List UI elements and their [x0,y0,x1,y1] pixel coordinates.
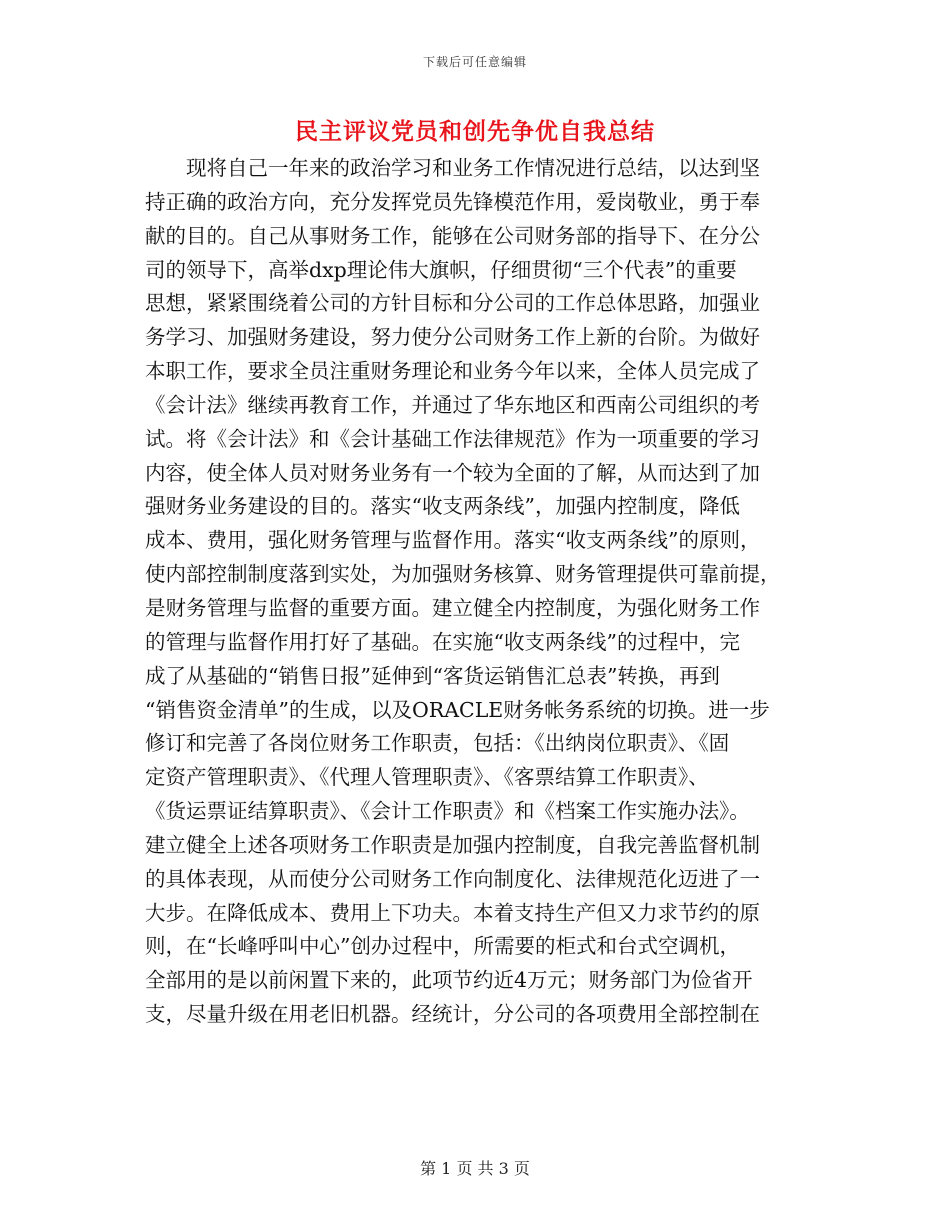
document-title: 民主评议党员和创先争优自我总结 [295,118,655,145]
body-line: 定资产管理职责》、《代理人管理职责》、《客票结算工作职责》、 [145,765,709,790]
body-line: 务学习、加强财务建设，努力使分公司财务工作上新的台阶。为做好 [145,325,760,350]
body-line: 现将自己一年来的政治学习和业务工作情况进行总结，以达到坚 [145,156,760,180]
body-line: 《货运票证结算职责》、《会计工作职责》和《档案工作实施办法》。 [145,799,750,824]
body-line: 建立健全上述各项财务工作职责是加强内控制度，自我完善监督机制 [145,832,760,857]
body-line: 强财务业务建设的目的。落实“收支两条线”，加强内控制度，降低 [145,494,740,519]
body-line: 的管理与监督作用打好了基础。在实施“收支两条线”的过程中，完 [145,629,740,654]
body-line: 是财务管理与监督的重要方面。建立健全内控制度，为强化财务工作 [145,595,760,620]
body-line: 《会计法》继续再教育工作，并通过了华东地区和西南公司组织的考 [145,392,760,417]
body-line: 成本、费用，强化财务管理与监督作用。落实“收支两条线”的原则， [145,528,761,553]
body-line: 思想，紧紧围绕着公司的方针目标和分公司的工作总体思路，加强业 [145,291,760,316]
body-line: 内容，使全体人员对财务业务有一个较为全面的了解，从而达到了加 [145,460,760,485]
page-footer-number: 第 1 页 共 3 页 [420,1159,530,1178]
body-line: 司的领导下，高举dxp理论伟大旗帜，仔细贯彻“三个代表”的重要 [145,257,737,282]
body-line: 大步。在降低成本、费用上下功夫。本着支持生产但又力求节约的原 [145,900,760,925]
body-line: 修订和完善了各岗位财务工作职责，包括：《出纳岗位职责》、《固 [145,731,730,756]
body-line: “销售资金清单”的生成，以及ORACLE财务帐务系统的切换。进一步 [145,697,770,722]
body-line: 成了从基础的“销售日报”延伸到“客货运销售汇总表”转换，再到 [145,663,720,688]
body-line: 持正确的政治方向，充分发挥党员先锋模范作用，爱岗敬业，勇于奉 [145,189,760,214]
body-line: 的具体表现，从而使分公司财务工作向制度化、法律规范化迈进了一 [145,866,760,891]
body-line: 支，尽量升级在用老旧机器。经统计，分公司的各项费用全部控制在 [145,1002,760,1027]
page-header-note: 下载后可任意编辑 [422,55,527,69]
body-line: 则，在“长峰呼叫中心”创办过程中，所需要的柜式和台式空调机， [145,934,740,959]
body-line: 献的目的。自己从事财务工作，能够在公司财务部的指导下、在分公 [145,223,760,248]
body-line: 使内部控制制度落到实处，为加强财务核算、财务管理提供可靠前提， [145,562,781,587]
body-line: 试。将《会计法》和《会计基础工作法律规范》作为一项重要的学习 [145,426,760,451]
body-line: 全部用的是以前闲置下来的，此项节约近4万元；财务部门为俭省开 [145,968,753,993]
body-line: 本职工作，要求全员注重财务理论和业务今年以来，全体人员完成了 [145,359,760,384]
document-body [145,152,810,1032]
